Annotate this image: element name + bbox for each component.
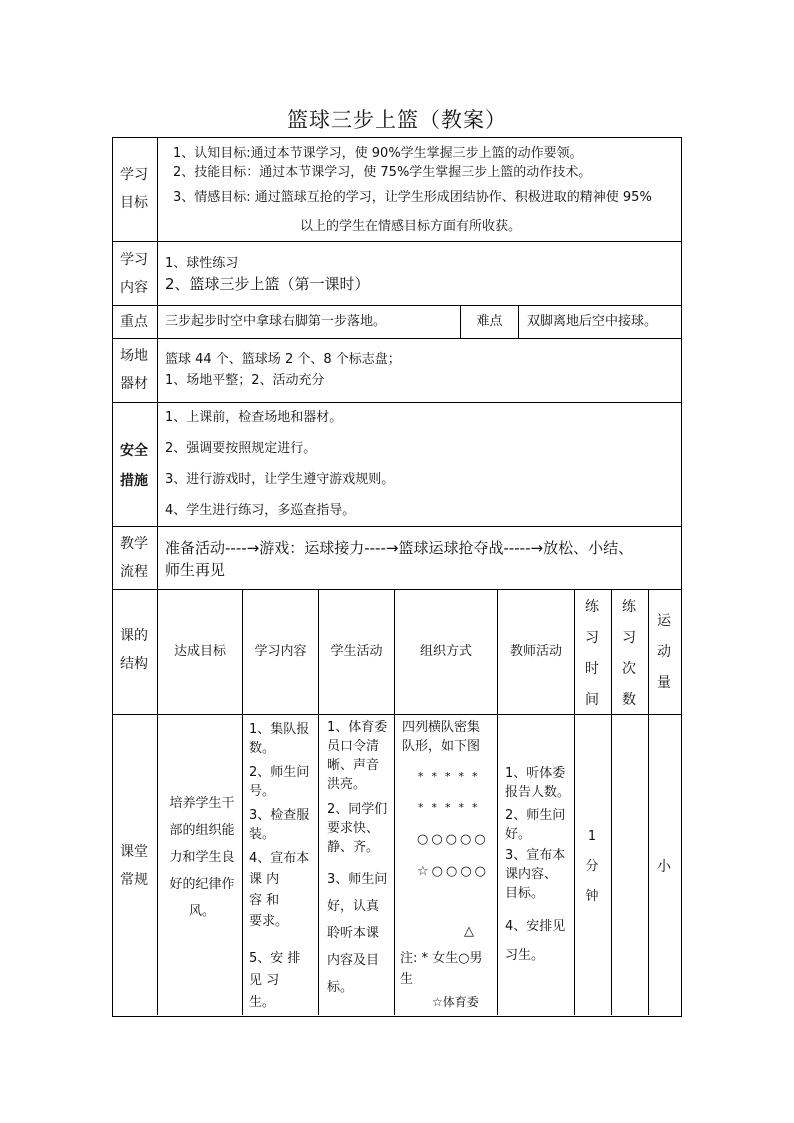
routine-org-intro: 四列横队密集 队形，如下图 <box>402 720 481 754</box>
content-item-1: 1、球性练习 <box>165 256 239 271</box>
key-points-text: 三步起步时空中拿球右脚第一步落地。 <box>165 314 387 329</box>
header-organization: 组织方式 <box>419 644 472 659</box>
routine-label: 课堂 常规 <box>120 844 148 888</box>
structure-label: 课的 结构 <box>120 628 148 672</box>
col-divider <box>518 305 519 338</box>
row-divider <box>112 241 681 242</box>
equipment-label: 场地 器材 <box>120 348 148 392</box>
routine-teacher-2: 2、师生问 好。 <box>505 808 566 842</box>
formation-row-1: ***** <box>418 770 486 783</box>
safety-item-4: 4、学生进行练习，多巡查指导。 <box>165 503 356 518</box>
header-goal: 达成目标 <box>173 644 226 659</box>
row-divider <box>112 305 681 306</box>
row-divider <box>112 589 681 590</box>
safety-item-2: 2、强调要按照规定进行。 <box>165 441 317 456</box>
formation-row-3: ○○○○○ <box>417 832 489 847</box>
process-label: 教学 流程 <box>120 536 148 580</box>
formation-row-2: ***** <box>418 801 486 814</box>
routine-content-1: 1、集队报 数。 <box>249 722 310 756</box>
page-title: 篮球三步上篮（教案） <box>287 108 507 132</box>
teacher-position-mark: △ <box>464 924 474 939</box>
content-label: 学习 内容 <box>120 252 148 296</box>
safety-label: 安全 措施 <box>120 443 148 489</box>
header-teacher: 教师活动 <box>509 644 562 659</box>
process-line-1: 准备活动----→游戏：运球接力----→篮球运球抢夺战-----→放松、小结、 <box>165 539 634 557</box>
routine-student-2: 2、同学们 要求快、 静、齐。 <box>327 802 388 855</box>
objectives-label: 学习 目标 <box>120 167 148 211</box>
objective-emotion-cont: 以上的学生在情感目标方面有所收获。 <box>300 219 522 234</box>
row-divider <box>112 526 681 527</box>
header-content: 学习内容 <box>254 644 307 659</box>
header-student: 学生活动 <box>330 644 383 659</box>
equipment-line-1: 篮球 44 个、篮球场 2 个、8 个标志盘； <box>165 352 401 367</box>
routine-content-4: 4、宣布本 课 内 容 和 要求。 <box>249 851 310 929</box>
formation-legend: 注: * 女生○男 生 <box>400 951 483 987</box>
routine-student-3: 3、师生问 好，认真 聆听本课 内容及目 标。 <box>327 872 388 995</box>
col-divider <box>648 589 649 1015</box>
routine-load: 小 <box>657 859 671 875</box>
routine-content-3: 3、检查服 装。 <box>249 808 310 842</box>
routine-teacher-4: 4、安排见 习生。 <box>505 919 566 963</box>
safety-item-3: 3、进行游戏时，让学生遵守游戏规则。 <box>165 472 395 487</box>
row-divider <box>112 338 681 339</box>
routine-student-1: 1、体育委 员口令清 晰、声音 洪亮。 <box>327 720 388 792</box>
routine-teacher-3: 3、宣布本 课内容、 目标。 <box>505 848 566 901</box>
header-time: 练 习 时 间 <box>585 599 599 708</box>
objective-skill: 2、技能目标：通过本节课学习，使 75%学生掌握三步上篮的动作技术。 <box>173 165 592 180</box>
row-divider <box>112 402 681 403</box>
objective-emotion: 3、情感目标: 通过篮球互抢的学习，让学生形成团结协作、积极进取的精神使 95% <box>173 190 652 205</box>
header-load: 运 动 量 <box>657 613 671 691</box>
difficulty-label: 难点 <box>476 314 503 329</box>
process-line-2: 师生再见 <box>165 561 226 579</box>
safety-item-1: 1、上课前，检查场地和器材。 <box>165 410 343 425</box>
key-points-label: 重点 <box>120 314 148 330</box>
equipment-line-2: 1、场地平整；2、活动充分 <box>165 373 325 388</box>
routine-teacher-1: 1、听体委 报告人数。 <box>505 766 571 800</box>
routine-content-5: 5、安 排 见 习 生。 <box>249 951 301 1010</box>
routine-goal: 培养学生干 部的组织能 力和学生良 好的纪律作 风。 <box>169 796 235 919</box>
col-divider <box>157 137 158 1015</box>
difficulty-text: 双脚离地后空中接球。 <box>527 314 658 329</box>
col-divider <box>611 589 612 1015</box>
objective-cognitive: 1、认知目标:通过本节课学习，使 90%学生掌握三步上篮的动作要领。 <box>173 146 583 161</box>
header-count: 练 习 次 数 <box>622 599 636 708</box>
routine-content-2: 2、师生问 号。 <box>249 765 310 799</box>
routine-time: 1 分 钟 <box>585 829 599 904</box>
col-divider <box>574 589 575 1015</box>
formation-row-4: ☆○○○○ <box>417 864 490 879</box>
content-item-2: 2、篮球三步上篮（第一课时） <box>165 275 370 293</box>
formation-legend-2: ☆体育委 <box>432 995 479 1009</box>
